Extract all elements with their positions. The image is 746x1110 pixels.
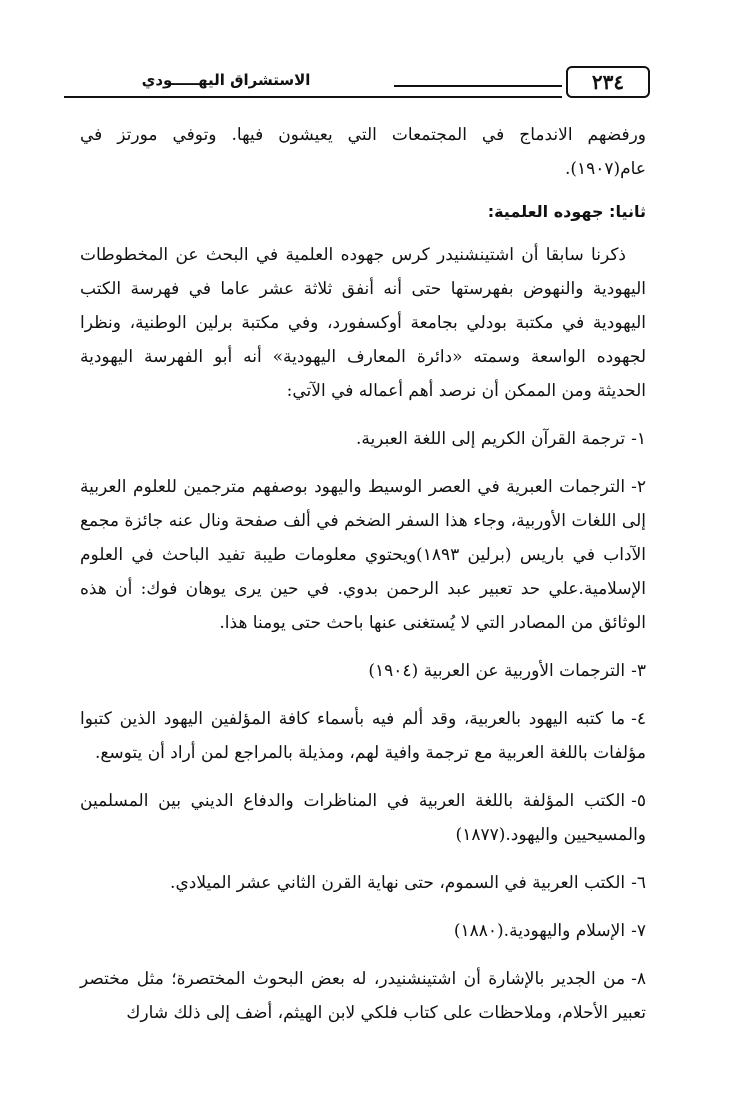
page-header (64, 66, 650, 100)
list-item (80, 962, 646, 1030)
list-item (80, 470, 646, 640)
list-item-text: الترجمات الأوربية عن العربية (١٩٠٤) (368, 661, 626, 681)
page-content (80, 118, 646, 1044)
list-item-number: ٦- (631, 873, 646, 893)
list-item (80, 654, 646, 688)
list-item-number: ٣- (631, 661, 646, 681)
list-item-text: الكتب المؤلفة باللغة العربية في المناظرات والدفاع الديني بين المسلمين والمسيحيين واليهود.(١٨٧٧) (80, 791, 646, 845)
body-paragraph: ذكرنا سابقا أن اشتينشنيدر كرس جهوده العلمية في البحث عن المخطوطات اليهودية والنهوض بفهرستها حتى أنه أنفق ثلاثة عشر عاما في فهرسة الكتب اليهودية في مكتبة بودلي بجامعة أوكسفورد، وفي مكتبة برلين الوطنية، ونظرا لجهوده الواسعة وسمته «دائرة المعارف اليهودية» أنه أبو الفهرسة اليهودية الحديثة ومن الممكن أن نرصد أهم أعماله في الآتي: (80, 245, 646, 401)
list-item-text: الإسلام واليهودية.(١٨٨٠) (453, 921, 626, 941)
list-item-number: ٢- (631, 477, 646, 497)
list-item-number: ٥- (631, 791, 646, 811)
list-item-number: ٤- (631, 709, 646, 729)
list-item-number: ٧- (631, 921, 646, 941)
intro-paragraph-end: ورفضهم الاندماج في المجتمعات التي يعيشون فيها. وتوفي مورتز في عام(١٩٠٧). (80, 125, 646, 179)
list-item (80, 866, 646, 900)
list-item (80, 914, 646, 948)
list-item-text: ما كتبه اليهود بالعربية، وقد ألم فيه بأسماء كافة المؤلفين اليهود الذين كتبوا مؤلفات باللغة العربية مع ترجمة وافية لهم، ومذيلة بالمراجع لمن أراد أن يتوسع. (80, 709, 646, 763)
list-item-text: الترجمات العبرية في العصر الوسيط واليهود بوصفهم مترجمين للعلوم العربية إلى اللغات الأوربية، وجاء هذا السفر الضخم في ألف صفحة ونال عنه جائزة مجمع الآداب في باريس (برلين ١٨٩٣)ويحتوي معلومات طيبة تفيد الباحث في العلوم الإسلامية.علي حد تعبير عبد الرحمن بدوي. في حين يرى يوهان فوك: أن هذه الوثائق من المصادر التي لا يُستغنى عنها باحث حتى يومنا هذا. (80, 477, 646, 633)
header-rule (64, 96, 562, 98)
page-number: ٢٣٤ (566, 66, 650, 98)
header-rule-upper (394, 85, 562, 87)
running-title: الاستشراق اليهـــــودي (141, 71, 311, 89)
list-item-number: ١- (631, 429, 646, 449)
list-item (80, 422, 646, 456)
list-item-text: ترجمة القرآن الكريم إلى اللغة العبرية. (355, 429, 626, 449)
list-item (80, 784, 646, 852)
list-item (80, 702, 646, 770)
list-item-text: الكتب العربية في السموم، حتى نهاية القرن الثاني عشر الميلادي. (170, 873, 626, 893)
list-item-number: ٨- (631, 969, 646, 989)
list-item-text: من الجدير بالإشارة أن اشتينشنيدر، له بعض البحوث المختصرة؛ مثل مختصر تعبير الأحلام، وملاحظات على كتاب فلكي لابن الهيثم، أضف إلى ذلك شارك (80, 969, 646, 1023)
section-heading: ثانيا: جهوده العلمية: (487, 202, 646, 221)
works-list (80, 422, 646, 1030)
